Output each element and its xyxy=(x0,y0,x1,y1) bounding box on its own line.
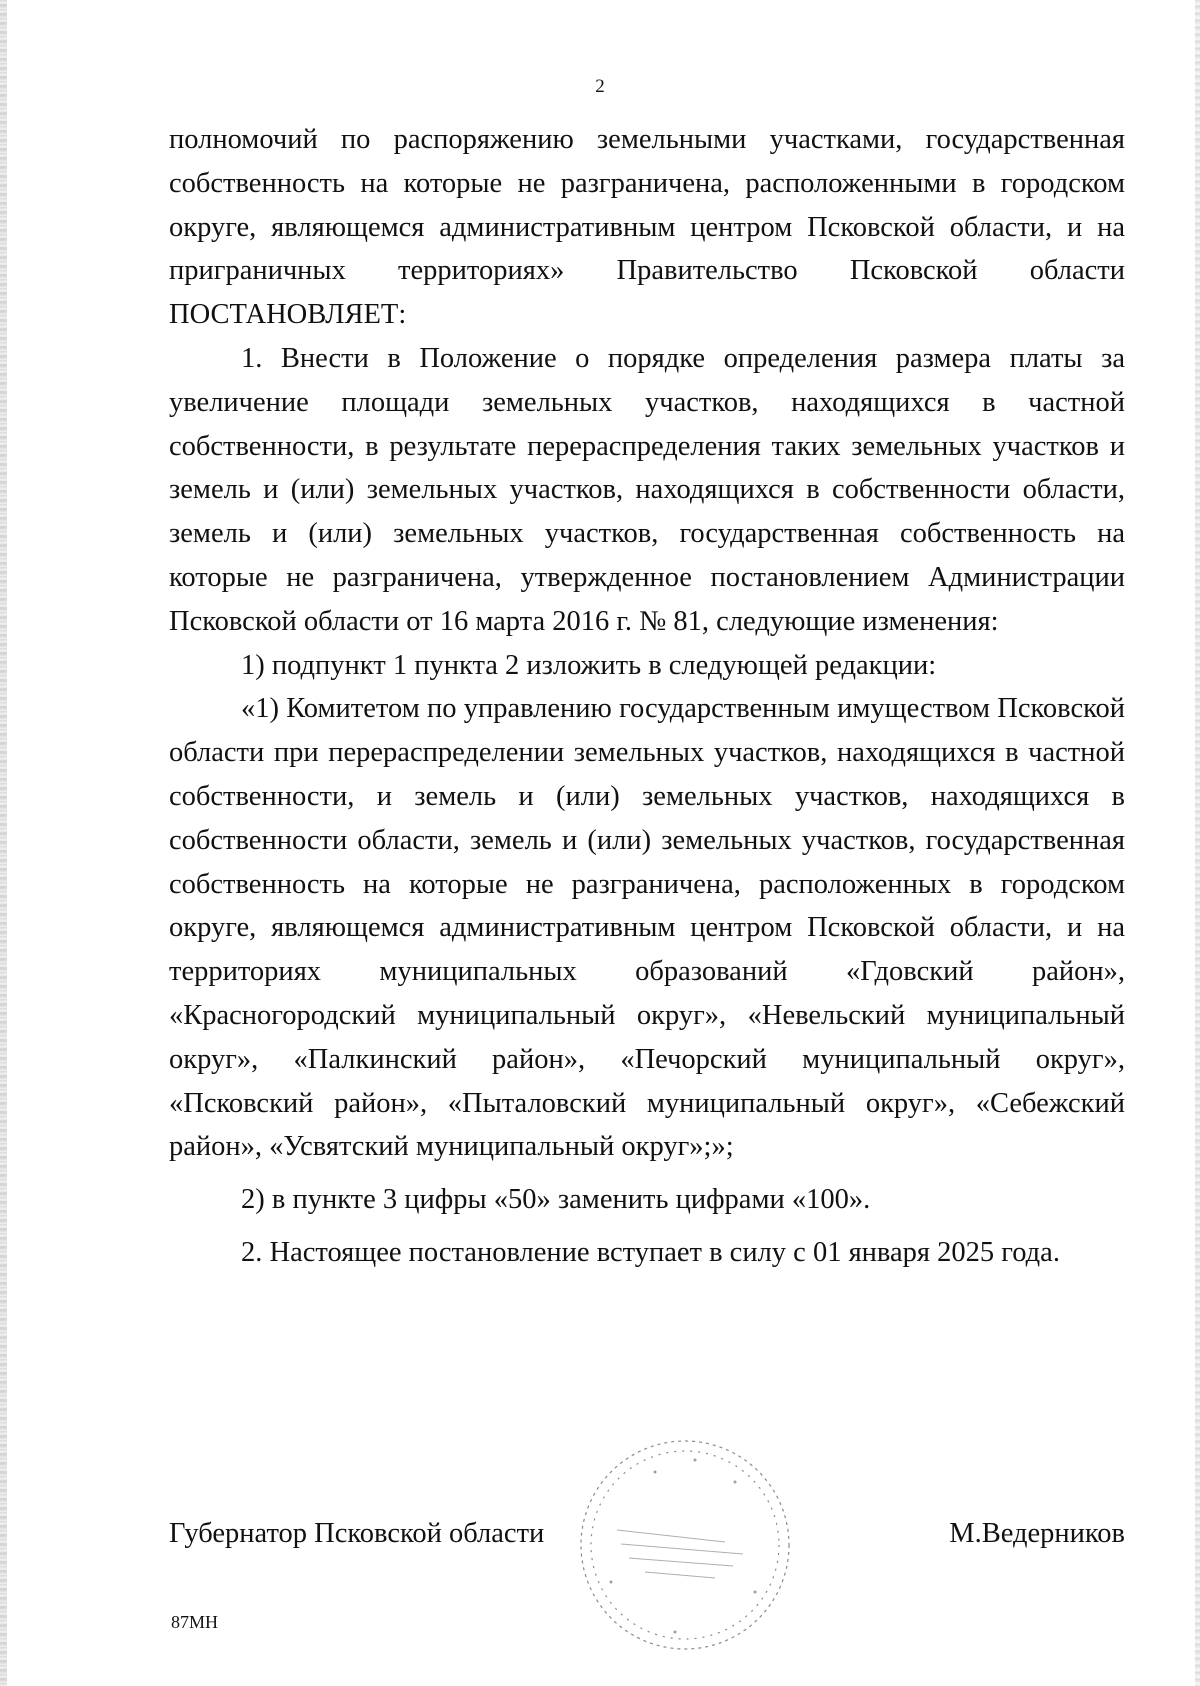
signatory-position: Губернатор Псковской области xyxy=(169,1518,545,1549)
page-number: 2 xyxy=(595,76,605,97)
document-code: 87МН xyxy=(171,1612,219,1632)
paragraph-subitem-2: 2) в пункте 3 цифры «50» заменить цифрами «100». xyxy=(241,1184,871,1216)
paragraph-item-2: 2. Настоящее постановление вступает в силу с 01 января 2025 года. xyxy=(241,1236,1060,1268)
signatory-name: М.Ведерников xyxy=(949,1518,1125,1549)
document-body xyxy=(169,118,1125,1275)
paragraph-subitem-1: 1) подпункт 1 пункта 2 изложить в следующей редакции: xyxy=(241,649,937,681)
scan-edge-left xyxy=(0,0,7,1686)
paragraph-item-1: 1. Внести в Положение о порядке определения размера платы за увеличение площади земельных участков, находящихся в частной собственности, в результате перераспределения таких земельных участков и земель и (или) земельных участков, находящихся в собственности области, земель и (или) земельных участков, государственная собственность на которые не разграничена, утвержденное постановлением Администрации Псковской области от 16 марта 2016 г. № 81, следующие изменения: xyxy=(169,342,1125,637)
scan-edge-right xyxy=(1195,0,1200,1686)
paragraph-continuation: полномочий по распоряжению земельными участками, государственная собственность на которые не разграничена, расположенными в городском округе, являющемся административным центром Псковской области, и на приграничных территориях» Правительство Псковской области ПОСТАНОВЛЯЕТ: xyxy=(169,124,1125,331)
paragraph-quoted-text: «1) Комитетом по управлению государственным имуществом Псковской области при перераспределении земельных участков, находящихся в частной собственности, и земель и (или) земельных участков, находящихся в собственности области, земель и (или) земельных участков, государственная собственность на которые не разграничена, расположенных в городском округе, являющемся административным центром Псковской области, и на территориях муниципальных образований «Гдовский район», «Красногородский муниципальный округ», «Невельский муниципальный округ», «Палкинский район», «Печорский муниципальный округ», «Псковский район», «Пыталовский муниципальный округ», «Себежский район», «Усвятский муниципальный округ»;»; xyxy=(169,693,1125,1163)
signature-block xyxy=(169,1518,1125,1562)
